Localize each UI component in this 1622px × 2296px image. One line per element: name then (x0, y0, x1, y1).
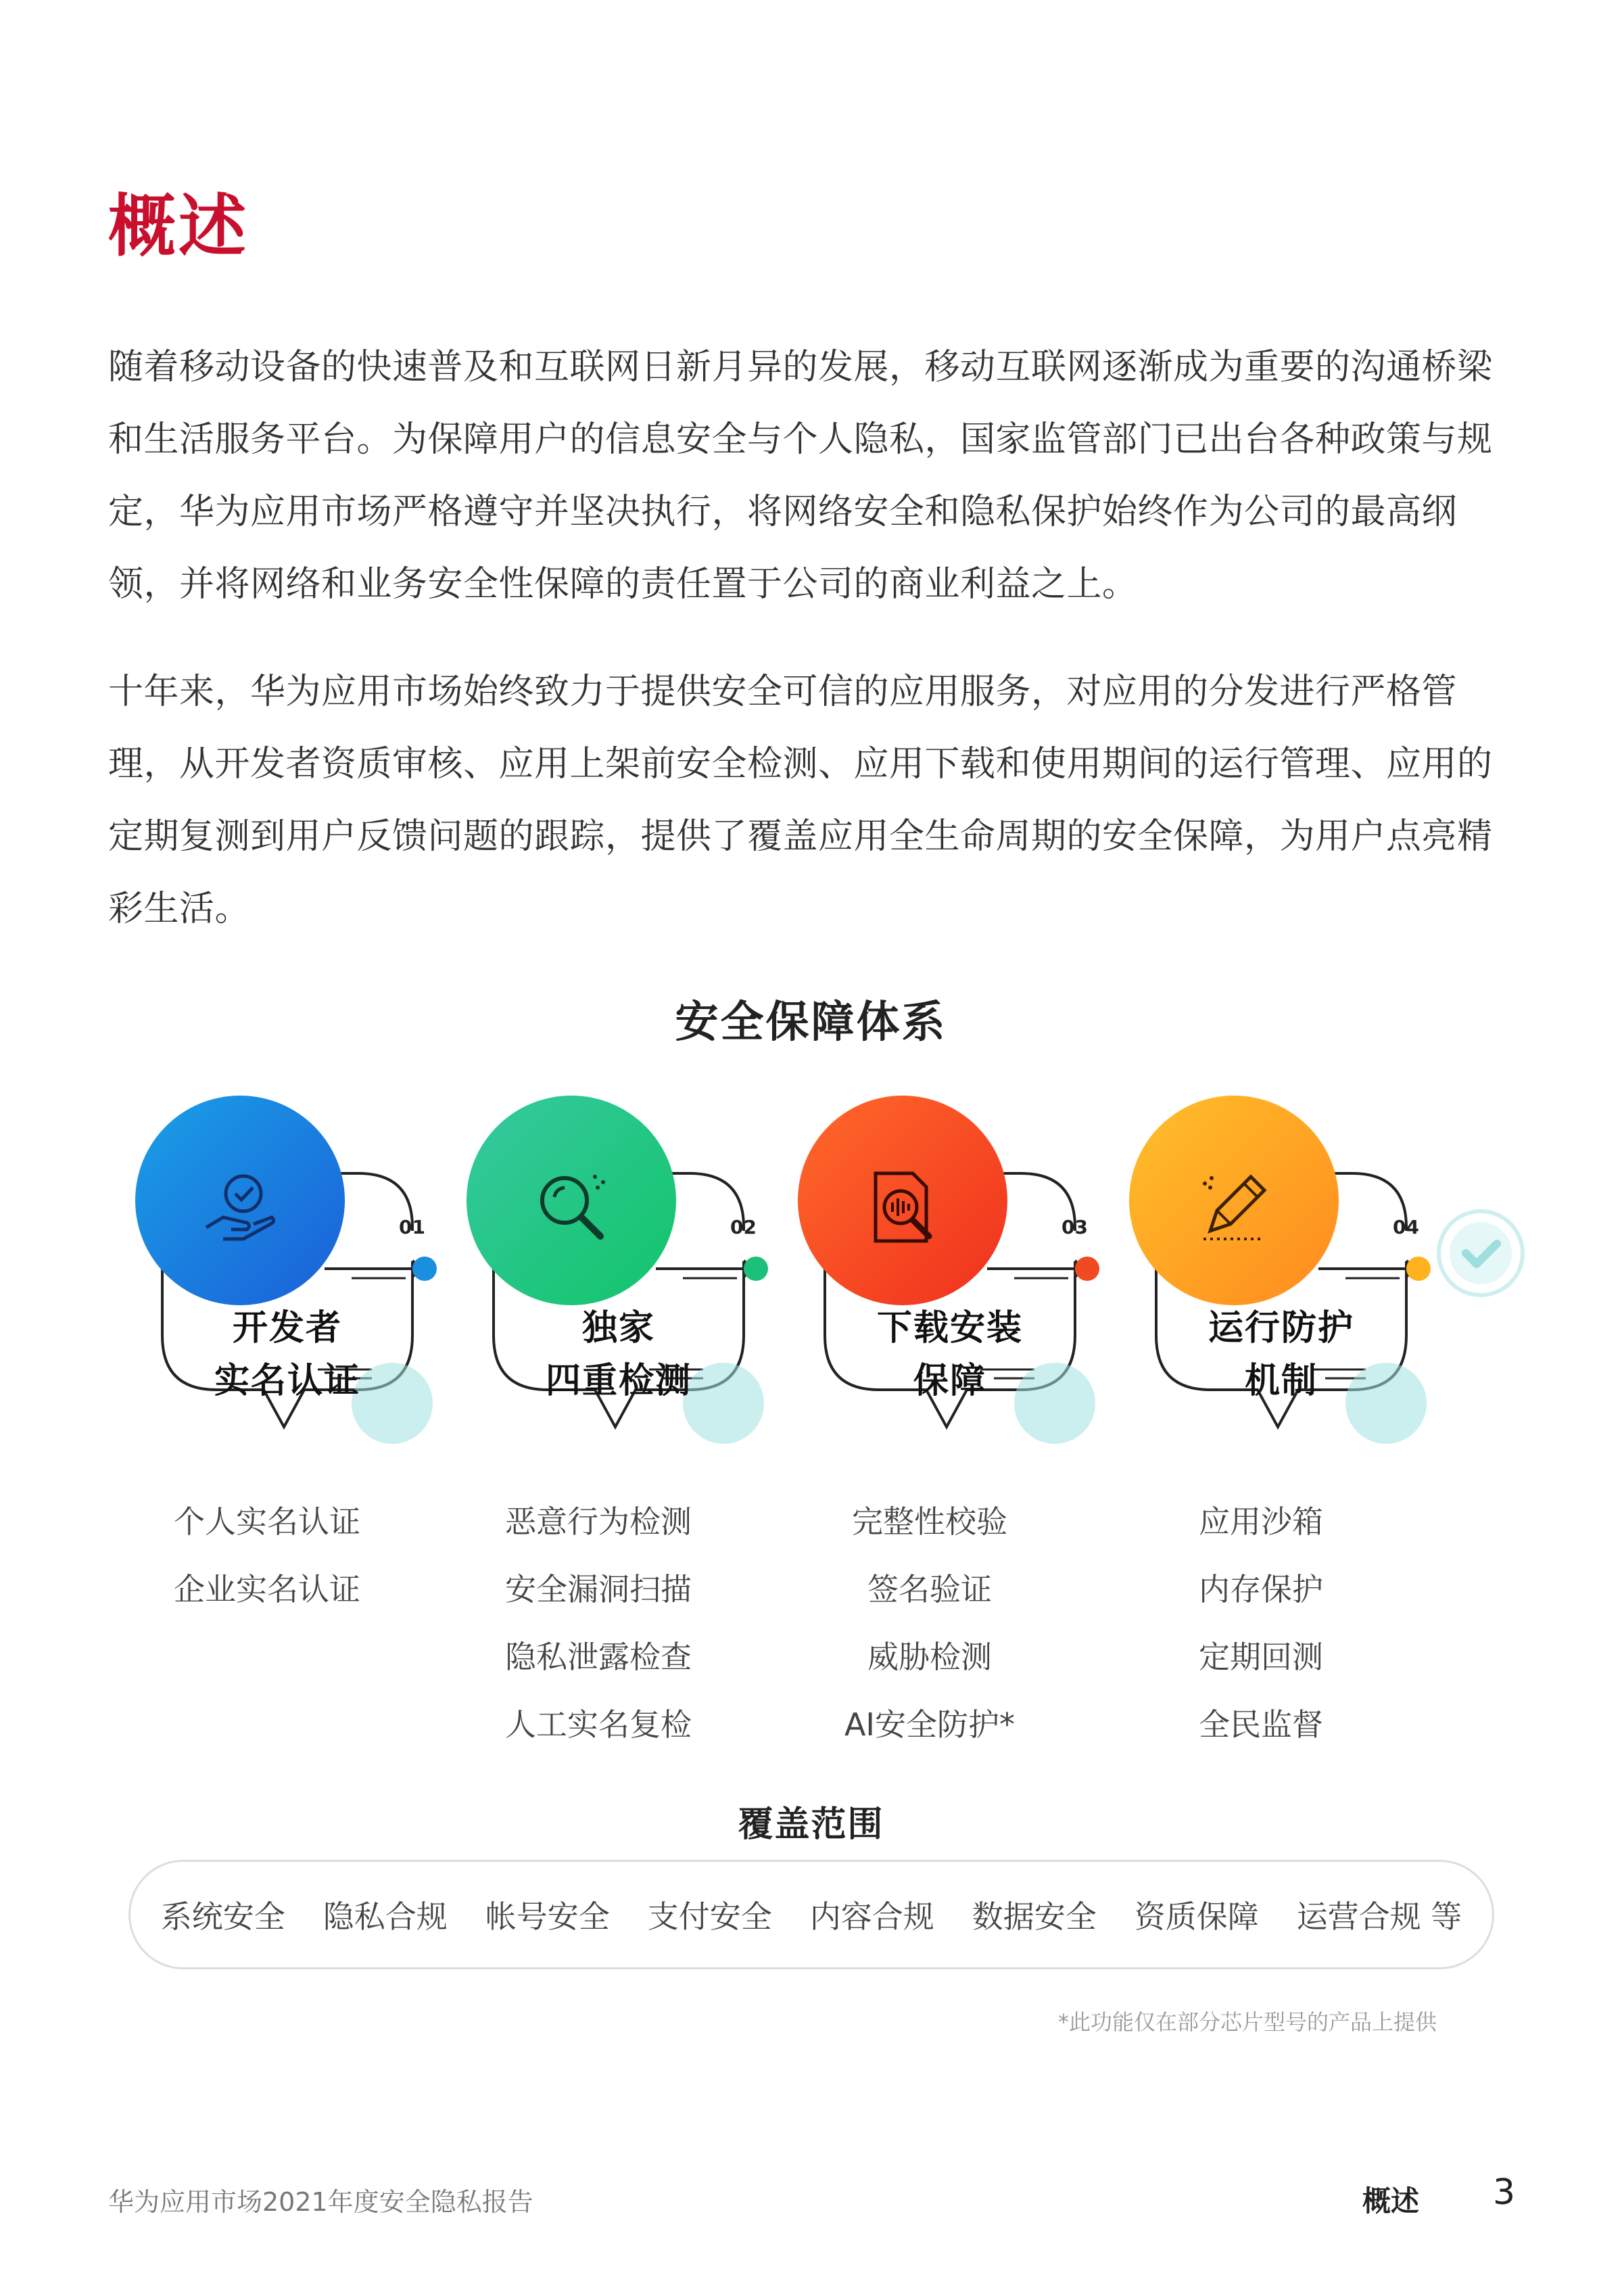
card-2-list (443, 1488, 754, 1758)
coverage-tag: 支付安全 (647, 1898, 772, 1935)
list-item: 威胁检测 (867, 1639, 992, 1675)
hand-check-icon (196, 1163, 284, 1251)
list-item: 定期回测 (1199, 1639, 1323, 1675)
card-label-line1: 下载安装 (876, 1308, 1023, 1349)
list-item: 安全漏洞扫描 (505, 1571, 692, 1608)
card-label-line2: 四重检测 (545, 1361, 692, 1401)
feature-card-4 (1116, 1096, 1427, 1474)
list-item: 内存保护 (1199, 1571, 1323, 1608)
coverage-tag: 内容合规 (809, 1898, 934, 1935)
card-1-list (112, 1488, 423, 1623)
card-number: 02 (730, 1216, 757, 1238)
coverage-tag: 系统安全 (160, 1898, 285, 1935)
coverage-box (128, 1860, 1494, 1969)
list-item: AI安全防护* (844, 1706, 1016, 1743)
card-label (1170, 1302, 1393, 1407)
check-circle-icon (1435, 1207, 1527, 1299)
card-number: 04 (1393, 1216, 1419, 1238)
list-item: 恶意行为检测 (505, 1503, 692, 1540)
card-label (507, 1302, 730, 1407)
arrow-dot (412, 1257, 437, 1281)
pencil-icon (1190, 1163, 1278, 1251)
system-title: 安全保障体系 (675, 998, 947, 1048)
coverage-tag: 运营合规 等 (1296, 1898, 1462, 1935)
page-number: 3 (1493, 2172, 1516, 2213)
arrow-dot (1075, 1257, 1099, 1281)
feature-card-3 (784, 1096, 1095, 1474)
coverage-tag: 帐号安全 (485, 1898, 610, 1935)
intro-paragraph-1: 随着移动设备的快速普及和互联网日新月异的发展，移动互联网逐渐成为重要的沟通桥梁和生活服务平台。为保障用户的信息安全与个人隐私，国家监管部门已出台各种政策与规定，华为应用市场严格遵守并坚决执行，将网络安全和隐私保护始终作为公司的最高纲领，并将网络和业务安全性保障的责任置于公司的商业利益之上。 (108, 347, 1493, 605)
list-item: 隐私泄露检查 (505, 1639, 692, 1675)
card-4-list (1105, 1488, 1416, 1758)
coverage-tag: 数据安全 (972, 1898, 1097, 1935)
arrow-dot (744, 1257, 768, 1281)
document-scan-icon (859, 1163, 947, 1251)
coverage-title: 覆盖范围 (738, 1804, 884, 1845)
intro-paragraph-2: 十年来，华为应用市场始终致力于提供安全可信的应用服务，对应用的分发进行严格管理，从开发者资质审核、应用上架前安全检测、应用下载和使用期间的运行管理、应用的定期复测到用户反馈问题的跟踪，提供了覆盖应用全生命周期的安全保障，为用户点亮精彩生活。 (108, 672, 1493, 929)
card-label (176, 1302, 399, 1407)
card-3-list (774, 1488, 1085, 1758)
footnote: *此功能仅在部分芯片型号的产品上提供 (1058, 2009, 1437, 2035)
coverage-tag: 隐私合规 (323, 1898, 448, 1935)
card-label (838, 1302, 1062, 1407)
card-label-line2: 机制 (1244, 1361, 1318, 1401)
footer-report-name: 华为应用市场2021年度安全隐私报告 (108, 2187, 533, 2217)
list-item: 个人实名认证 (174, 1503, 360, 1540)
magnifier-icon (527, 1163, 615, 1251)
arrow-dot (1406, 1257, 1431, 1281)
footer-section: 概述 (1362, 2184, 1420, 2218)
card-label-line1: 独家 (581, 1308, 655, 1349)
list-item: 应用沙箱 (1199, 1503, 1323, 1540)
card-label-line2: 保障 (913, 1361, 986, 1401)
list-item: 签名验证 (867, 1571, 992, 1608)
feature-card-2 (453, 1096, 764, 1474)
card-number: 01 (399, 1216, 425, 1238)
card-label-line2: 实名认证 (214, 1361, 360, 1401)
list-item: 完整性校验 (852, 1503, 1007, 1540)
card-label-line1: 运行防护 (1208, 1308, 1354, 1349)
card-label-line1: 开发者 (232, 1308, 342, 1349)
coverage-tag: 资质保障 (1134, 1898, 1259, 1935)
list-item: 企业实名认证 (174, 1571, 360, 1608)
list-item: 全民监督 (1199, 1706, 1323, 1743)
card-number: 03 (1062, 1216, 1088, 1238)
list-item: 人工实名复检 (505, 1706, 692, 1743)
page-title: 概述 (108, 187, 249, 266)
feature-card-1 (122, 1096, 433, 1474)
